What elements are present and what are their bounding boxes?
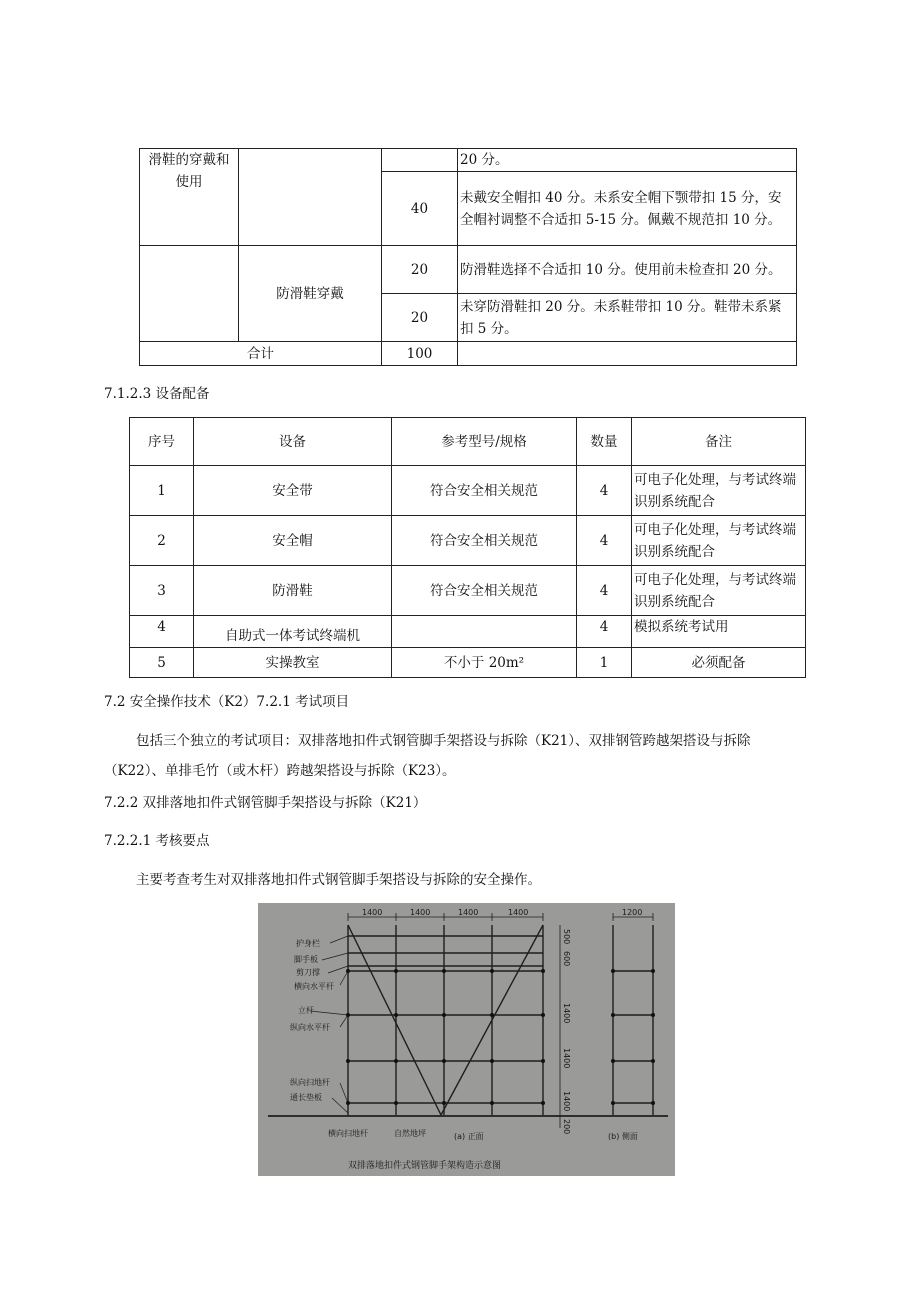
note-cell: 可电子化处理，与考试终端识别系统配合 — [632, 516, 806, 566]
part-label: 纵向扫地杆 — [290, 1078, 330, 1087]
total-value-cell: 100 — [382, 342, 458, 366]
qty-cell: 4 — [577, 466, 632, 516]
scaffold-figure — [258, 903, 675, 1176]
span-label: 1400 — [508, 908, 529, 917]
qty-cell: 4 — [577, 616, 632, 648]
paragraph-7-2-2-1: 主要考查考生对双排落地扣件式钢管脚手架搭设与拆除的安全操作。 — [136, 872, 541, 888]
qty-cell: 1 — [577, 648, 632, 678]
device-cell: 防滑鞋 — [194, 566, 392, 616]
vertical-dim-label: 600 — [562, 951, 571, 967]
row-number: 3 — [130, 566, 194, 616]
figure-caption: 双排落地扣件式钢管脚手架构造示意图 — [348, 1161, 502, 1171]
score-cell: 20 — [382, 246, 458, 294]
spec-cell: 符合安全相关规范 — [392, 466, 577, 516]
vertical-dim-label: 1400 — [562, 1091, 571, 1112]
item-name-cont-cell — [140, 246, 239, 342]
header-cell: 序号 — [130, 418, 194, 466]
score-cell — [382, 149, 458, 172]
deduction-cell: 防滑鞋选择不合适扣 10 分。使用前未检查扣 20 分。 — [458, 246, 797, 294]
vertical-dim-label: 500 — [562, 929, 571, 945]
vertical-dim-label: 1400 — [562, 1003, 571, 1024]
part-label: 横向水平杆 — [294, 982, 334, 991]
sub-item-cell: 防滑鞋穿戴 — [239, 246, 382, 342]
part-label: 通长垫板 — [290, 1093, 322, 1102]
deduction-cell: 未戴安全帽扣 40 分。未系安全帽下颚带扣 15 分，安全帽衬调整不合适扣 5-15 分。佩戴不规范扣 10 分。 — [458, 172, 797, 246]
spec-cell — [392, 616, 577, 648]
row-number: 2 — [130, 516, 194, 566]
note-cell: 可电子化处理，与考试终端识别系统配合 — [632, 566, 806, 616]
section-heading-equipment: 7.1.2.3 设备配备 — [104, 386, 210, 402]
note-cell: 模拟系统考试用 — [632, 616, 806, 648]
row-number: 4 — [130, 616, 194, 648]
side-width-label: 1200 — [622, 908, 643, 917]
table-row — [130, 466, 806, 516]
qty-cell: 4 — [577, 566, 632, 616]
note-cell: 可电子化处理，与考试终端识别系统配合 — [632, 466, 806, 516]
header-cell: 参考型号/规格 — [392, 418, 577, 466]
header-cell: 设备 — [194, 418, 392, 466]
deduction-cell: 20 分。 — [458, 149, 797, 172]
span-label: 1400 — [362, 908, 383, 917]
empty-sub-cell — [239, 149, 382, 246]
row-number: 1 — [130, 466, 194, 516]
note-cell: 必须配备 — [632, 648, 806, 678]
score-cell: 40 — [382, 172, 458, 246]
span-label: 1400 — [458, 908, 479, 917]
part-label: 护身栏 — [296, 939, 320, 948]
header-cell: 备注 — [632, 418, 806, 466]
paragraph-7-2-1: 包括三个独立的考试项目：双排落地扣件式钢管脚手架搭设与拆除（K21）、双排钢管跨越架搭设与拆除（K22）、单排毛竹（或木杆）跨越架搭设与拆除（K23）。 — [104, 733, 751, 779]
qty-cell: 4 — [577, 516, 632, 566]
score-table — [139, 148, 797, 366]
subfigure-b-label: (b) 侧面 — [608, 1132, 638, 1141]
table-row — [130, 616, 806, 648]
empty-cell — [458, 342, 797, 366]
device-cell: 安全帽 — [194, 516, 392, 566]
part-label: 横向扫地杆 — [328, 1129, 368, 1138]
spec-cell: 不小于 20m² — [392, 648, 577, 678]
heading-7-2-2: 7.2.2 双排落地扣件式钢管脚手架搭设与拆除（K21） — [104, 795, 427, 811]
device-cell: 安全带 — [194, 466, 392, 516]
subfigure-a-label: (a) 正面 — [454, 1132, 484, 1141]
vertical-dim-label: 1400 — [562, 1048, 571, 1069]
equipment-table — [129, 417, 806, 678]
item-name-cell: 滑鞋的穿戴和使用 — [140, 149, 239, 246]
heading-7-2-2-1: 7.2.2.1 考核要点 — [104, 833, 210, 849]
header-cell: 数量 — [577, 418, 632, 466]
part-label: 立杆 — [298, 1006, 314, 1015]
part-label: 脚手板 — [294, 955, 318, 964]
part-label: 自然地坪 — [394, 1129, 426, 1138]
heading-7-2: 7.2 安全操作技术（K2）7.2.1 考试项目 — [104, 694, 350, 710]
total-label-cell: 合计 — [140, 342, 382, 366]
deduction-cell: 未穿防滑鞋扣 20 分。未系鞋带扣 10 分。鞋带未系紧扣 5 分。 — [458, 294, 797, 342]
spec-cell: 符合安全相关规范 — [392, 516, 577, 566]
table-row — [130, 566, 806, 616]
vertical-dim-label: 200 — [562, 1119, 571, 1135]
device-cell: 实操教室 — [194, 648, 392, 678]
device-cell: 自助式一体考试终端机 — [194, 616, 392, 648]
table-row — [130, 648, 806, 678]
row-number: 5 — [130, 648, 194, 678]
part-label: 纵向水平杆 — [290, 1023, 330, 1032]
table-row — [130, 516, 806, 566]
span-label: 1400 — [410, 908, 431, 917]
spec-cell: 符合安全相关规范 — [392, 566, 577, 616]
score-cell: 20 — [382, 294, 458, 342]
part-label: 剪刀撑 — [296, 968, 320, 977]
